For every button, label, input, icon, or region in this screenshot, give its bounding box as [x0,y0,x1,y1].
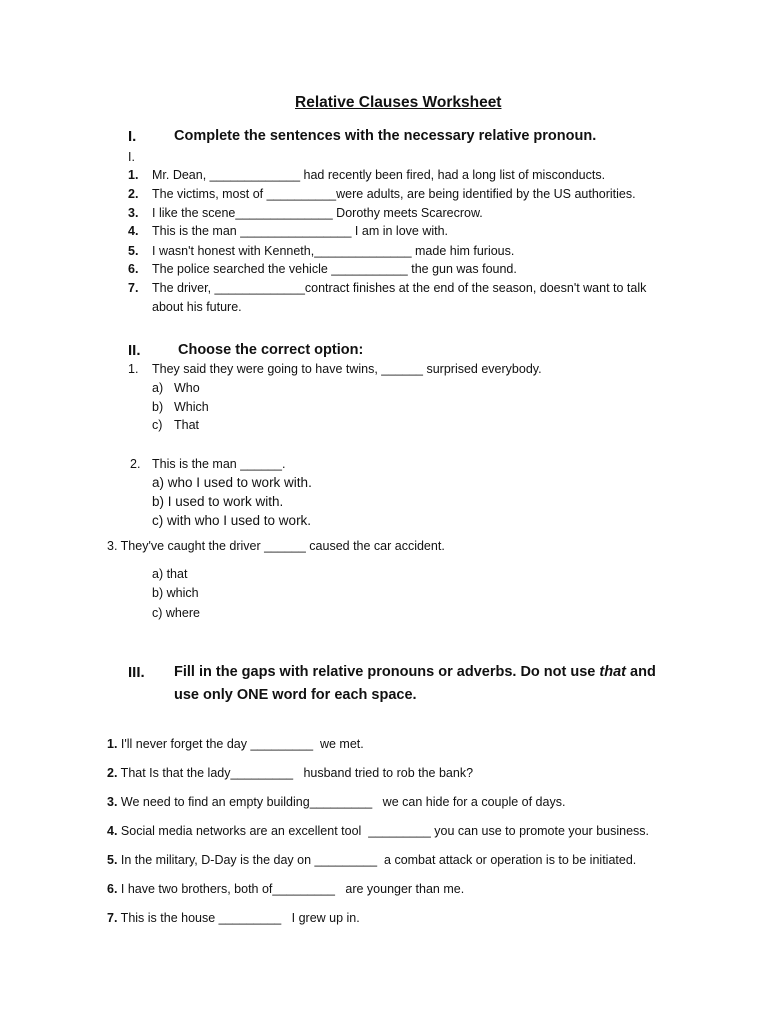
s3-item-6-text: I have two brothers, both of_________ are younger than me. [117,882,465,896]
s2-q1-option-c: That [174,418,200,432]
s1-item-3-num: 3. [128,206,139,220]
stray-numeral: I. [128,150,135,164]
s2-q2-option-c: c) with who I used to work. [152,513,312,528]
s1-item-7-continuation: about his future. [152,300,242,314]
s2-q2-text: This is the man ______. [152,457,286,471]
s1-item-7-text: The driver, _____________contract finishes at the end of the season, doesn't want to talk [152,281,647,295]
s1-item-6-num: 6. [128,262,139,276]
s3-item-7-text: This is the house _________ I grew up in. [117,911,360,925]
s2-q3-text: 3. They've caught the driver ______ caused the car accident. [107,539,445,553]
s2-q3-option-a: a) that [152,567,188,581]
s1-item-1-num: 1. [128,168,139,182]
section-2-numeral: II. [128,342,141,359]
s2-q3-option-c: c) where [152,606,200,620]
s2-q2-option-b: b) I used to work with. [152,494,284,509]
s3-item-5 [107,853,636,867]
s3-item-4 [107,824,649,838]
s1-item-4-num: 4. [128,224,139,238]
s3-item-1-num: 1. [107,737,118,751]
s2-q1-option-a-letter: a) [152,381,164,395]
s3-item-7-num: 7. [107,911,118,925]
s3-item-1-text: I'll never forget the day _________ we met. [117,737,364,751]
s3-item-3-text: We need to find an empty building_________ we can hide for a couple of days. [117,795,566,809]
section-3-numeral: III. [128,664,145,681]
s2-q1-num: 1. [128,362,139,376]
s3-item-2-num: 2. [107,766,118,780]
section-3-heading-emphasis: that [599,664,626,680]
s1-item-4-text: This is the man ________________ I am in love with. [152,224,449,238]
section-2-heading: Choose the correct option: [178,342,364,358]
s2-q1-option-b: Which [174,400,209,414]
s2-q1-option-a: Who [174,381,200,395]
s3-item-2 [107,766,473,780]
s2-q2-num: 2. [130,457,141,471]
s1-item-2-text: The victims, most of __________were adults, are being identified by the US authorities. [152,187,636,201]
section-1-heading: Complete the sentences with the necessary relative pronoun. [174,128,597,144]
s3-item-4-num: 4. [107,824,118,838]
s3-item-3 [107,795,565,809]
section-1-numeral: I. [128,128,137,145]
s1-item-6-text: The police searched the vehicle ___________ the gun was found. [152,262,517,276]
s2-q3-option-b: b) which [152,586,199,600]
section-3-heading-post: and [626,664,656,680]
s3-item-1 [107,737,364,751]
s2-q1-option-c-letter: c) [152,418,163,432]
s3-item-4-text: Social media networks are an excellent tool _________ you can use to promote your business. [117,824,650,838]
s1-item-1-text: Mr. Dean, _____________ had recently been fired, had a long list of misconducts. [152,168,606,182]
page-title: Relative Clauses Worksheet [295,94,502,111]
s3-item-2-text: That Is that the lady_________ husband tried to rob the bank? [117,766,474,780]
s3-item-5-text: In the military, D-Day is the day on _________ a combat attack or operation is to be initiated. [117,853,637,867]
s1-item-7-num: 7. [128,281,139,295]
section-3-heading-line-2: use only ONE word for each space. [174,687,417,703]
s3-item-7 [107,911,360,925]
s3-item-3-num: 3. [107,795,118,809]
section-3-heading-line-1 [174,664,656,680]
s1-item-5-text: I wasn't honest with Kenneth,______________ made him furious. [152,244,515,258]
s1-item-5-num: 5. [128,244,139,258]
s1-item-2-num: 2. [128,187,139,201]
s3-item-6 [107,882,464,896]
s1-item-3-text: I like the scene______________ Dorothy meets Scarecrow. [152,206,483,220]
s3-item-5-num: 5. [107,853,118,867]
s2-q2-option-a: a) who I used to work with. [152,475,312,490]
s3-item-6-num: 6. [107,882,118,896]
s2-q1-option-b-letter: b) [152,400,164,414]
section-3-heading-pre: Fill in the gaps with relative pronouns or adverbs. Do not use [174,664,600,680]
s2-q1-text: They said they were going to have twins, ______ surprised everybody. [152,362,542,376]
